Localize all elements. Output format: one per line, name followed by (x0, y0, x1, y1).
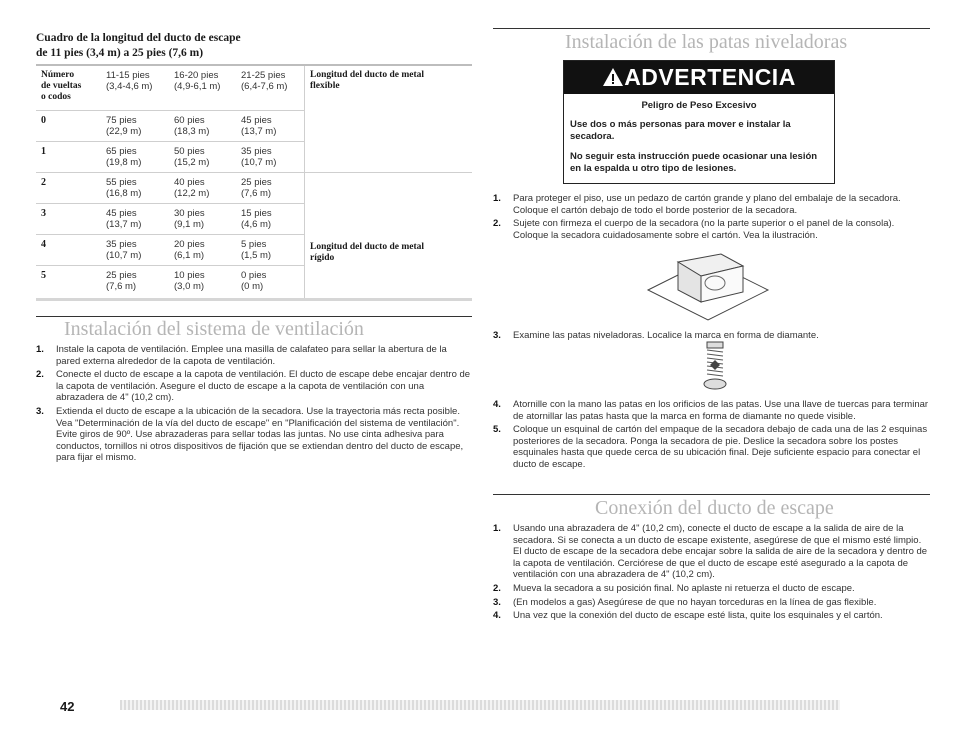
header-text: de vueltas (41, 81, 82, 91)
footer-bar (120, 700, 840, 710)
cell-m: (15,2 m) (174, 157, 210, 168)
step-number: 1. (493, 523, 501, 534)
warning-banner-text: ADVERTENCIA (624, 64, 796, 90)
table-row (36, 265, 304, 296)
header-range-3 (241, 70, 287, 92)
turns-count: 5 (41, 270, 46, 281)
list-item (493, 523, 930, 581)
turns-count: 3 (41, 208, 46, 219)
connect-section-title: Conexión del ducto de escape (595, 497, 834, 519)
list-item (493, 597, 930, 609)
header-text: Longitud del ducto de metal (310, 70, 425, 80)
step-number: 1. (36, 344, 44, 355)
header-text: flexible (310, 81, 340, 91)
step-number: 5. (493, 424, 501, 436)
duct-length-table-title (36, 31, 241, 61)
table-row (36, 234, 304, 265)
step-number: 4. (493, 399, 501, 410)
section-rule (493, 28, 930, 29)
cell-ft: 0 pies (241, 270, 267, 281)
cell-ft: 20 pies (174, 239, 205, 250)
turns-count: 0 (41, 115, 46, 126)
header-text: (4,9-6,1 m) (174, 81, 221, 92)
step-text: (En modelos a gas) Asegúrese de que no hayan torceduras en la línea de gas flexible. (513, 596, 877, 608)
header-text: Número (41, 70, 75, 80)
cell-ft: 30 pies (174, 208, 205, 219)
page-number: 42 (60, 699, 75, 714)
step-text: Extienda el ducto de escape a la ubicación de la secadora. Use la trayectoria más recta posible. Vea "Determinación de la vía del ducto de escape" en "Planificación del sistema de ventilación". Evite giros de 90º. Use abrazaderas para sellar todas las juntas. No use cinta adhesiva para conductos, tornillos ni otros dispositivos de fijación que se extiendan dentro del ducto de escape, para fijar el mismo. (56, 405, 464, 464)
vent-steps (36, 344, 472, 466)
turns-count: 2 (41, 177, 46, 188)
warning-box (563, 60, 835, 184)
step-text: Usando una abrazadera de 4" (10,2 cm), conecte el ducto de escape a la salida de aire de la secadora. Si se conecta a un ducto de escape existente, asegúrese de que el mismo esté limpio. El ducto de escape de la secadora debe encajar sobre la salida de aire de la secadora y dentro de la capota de ventilación. Cerciórese de que el ducto de escape esté asegurado a la capota de ventilación con una abrazadera de 4" (10,2 cm). (513, 523, 928, 581)
cell-m: (10,7 m) (241, 157, 277, 168)
step-text: Conecte el ducto de escape a la capota de ventilación. El ducto de escape debe encajar dentro de la capota de ventilación. Asegure el ducto de escape a la capota de ventilación con una abrazadera de 4" (10,2 cm). (56, 369, 471, 404)
cell-ft: 45 pies (241, 115, 272, 126)
header-flexible-duct (310, 70, 424, 92)
cell-m: (6,1 m) (174, 250, 205, 261)
cell-ft: 45 pies (106, 208, 137, 219)
step-text: Atornille con la mano las patas en los orificios de las patas. Use una llave de tuercas para terminar de atornillar las patas hasta que la marca en forma de diamante no quede visible. (513, 399, 929, 422)
cell-ft: 40 pies (174, 177, 205, 188)
cell-ft: 10 pies (174, 270, 205, 281)
step-number: 3. (493, 596, 501, 608)
cell-ft: 65 pies (106, 146, 137, 157)
step-text: Mueva la secadora a su posición final. No aplaste ni retuerza el ducto de escape. (513, 582, 855, 594)
list-item (36, 369, 472, 404)
cell-ft: 25 pies (106, 270, 137, 281)
list-item (493, 218, 930, 241)
rigid-label-text: rígido (310, 253, 335, 263)
turns-count: 1 (41, 146, 46, 157)
connect-steps (493, 523, 930, 624)
step-text: Examine las patas niveladoras. Localice la marca en forma de diamante. (513, 330, 819, 341)
cell-m: (1,5 m) (241, 250, 272, 261)
cell-m: (18,3 m) (174, 126, 210, 137)
cell-m: (12,2 m) (174, 188, 210, 199)
section-rule (493, 494, 930, 495)
cell-m: (0 m) (241, 281, 264, 292)
dryer-on-cardboard-illustration (643, 250, 773, 322)
cell-ft: 75 pies (106, 115, 137, 126)
cell-m: (3,0 m) (174, 281, 205, 292)
cell-m: (4,6 m) (241, 219, 272, 230)
legs-steps-a (493, 193, 930, 243)
table-row (36, 172, 472, 203)
rigid-label-text: Longitud del ducto de metal (310, 242, 425, 252)
leveling-leg-illustration (701, 340, 729, 392)
header-range-1 (106, 70, 152, 92)
table-row (36, 203, 304, 234)
duct-length-table (36, 66, 472, 301)
step-number: 3. (36, 405, 44, 417)
turns-count: 4 (41, 239, 46, 250)
header-text: (6,4-7,6 m) (241, 81, 288, 92)
cell-m: (13,7 m) (241, 126, 277, 137)
table-title-line: Cuadro de la longitud del ducto de escape (36, 32, 241, 44)
table-title-line: de 11 pies (3,4 m) a 25 pies (7,6 m) (36, 47, 204, 59)
list-item (493, 193, 930, 216)
list-item (493, 424, 930, 470)
step-number: 3. (493, 330, 501, 341)
cell-m: (16,8 m) (106, 188, 142, 199)
step-text: Instale la capota de ventilación. Emplee una masilla de calafateo para sellar la abertura de la pared externa alrededor de la capota de ventilación. (56, 344, 447, 367)
step-text: Sujete con firmeza el cuerpo de la secadora (no la parte superior o el panel de la consola). Coloque la secadora cuidadosamente sobre el cartón. Vea la ilustración. (513, 218, 895, 241)
cell-m: (13,7 m) (106, 219, 142, 230)
cell-m: (19,8 m) (106, 157, 142, 168)
list-item (493, 399, 930, 422)
step-number: 2. (493, 582, 501, 594)
list-item (493, 610, 930, 622)
list-item (36, 344, 472, 367)
legs-steps-c (493, 399, 930, 473)
cell-ft: 35 pies (106, 239, 137, 250)
header-text: 21-25 pies (241, 70, 286, 81)
table-divider (304, 66, 305, 298)
cell-m: (7,6 m) (106, 281, 137, 292)
cell-ft: 5 pies (241, 239, 267, 250)
step-text: Una vez que la conexión del ducto de escape esté lista, quite los esquinales y el cartón. (513, 610, 883, 622)
cell-m: (9,1 m) (174, 219, 205, 230)
warning-text: Use dos o más personas para mover e instalar la secadora. (570, 119, 791, 142)
header-number-of-turns (41, 70, 81, 103)
step-number: 1. (493, 193, 501, 204)
table-row (36, 141, 304, 172)
warning-subtitle: Peligro de Peso Excesivo (641, 100, 757, 111)
cell-ft: 15 pies (241, 208, 272, 219)
step-text: Para proteger el piso, use un pedazo de cartón grande y plano del embalaje de la secadora. Coloque el cartón debajo de todo el borde posterior de la secadora. (513, 193, 901, 216)
table-row (36, 110, 304, 141)
cell-m: (10,7 m) (106, 250, 142, 261)
cell-ft: 60 pies (174, 115, 205, 126)
cell-ft: 35 pies (241, 146, 272, 157)
cell-ft: 50 pies (174, 146, 205, 157)
step-number: 4. (493, 610, 501, 622)
warning-triangle-icon (602, 67, 624, 87)
step-number: 2. (493, 218, 501, 230)
header-range-2 (174, 70, 220, 92)
cell-m: (7,6 m) (241, 188, 272, 199)
list-item (36, 406, 472, 464)
header-text: 16-20 pies (174, 70, 219, 81)
rigid-duct-label (310, 242, 424, 264)
header-text: o codos (41, 92, 71, 102)
step-number: 2. (36, 369, 44, 381)
cell-m: (22,9 m) (106, 126, 142, 137)
section-rule (36, 316, 472, 317)
cell-ft: 55 pies (106, 177, 137, 188)
warning-banner (564, 61, 834, 94)
header-text: (3,4-4,6 m) (106, 81, 153, 92)
step-text: Coloque un esquinal de cartón del empaque de la secadora debajo de cada una de las 2 esquinas posteriores de la secadora. Ponga la secadora de pie. Deslice la secadora sobre los postes esquinales hasta que quede cerca de su ubicación final. Deje suficiente espacio para conectar el ducto de escape. (513, 424, 928, 470)
header-text: 11-15 pies (106, 70, 150, 81)
legs-section-title: Instalación de las patas niveladoras (565, 31, 848, 53)
cell-ft: 25 pies (241, 177, 272, 188)
vent-section-title: Instalación del sistema de ventilación (64, 318, 364, 340)
list-item (493, 583, 930, 595)
warning-text: No seguir esta instrucción puede ocasionar una lesión en la espalda u otro tipo de lesiones. (570, 151, 818, 174)
